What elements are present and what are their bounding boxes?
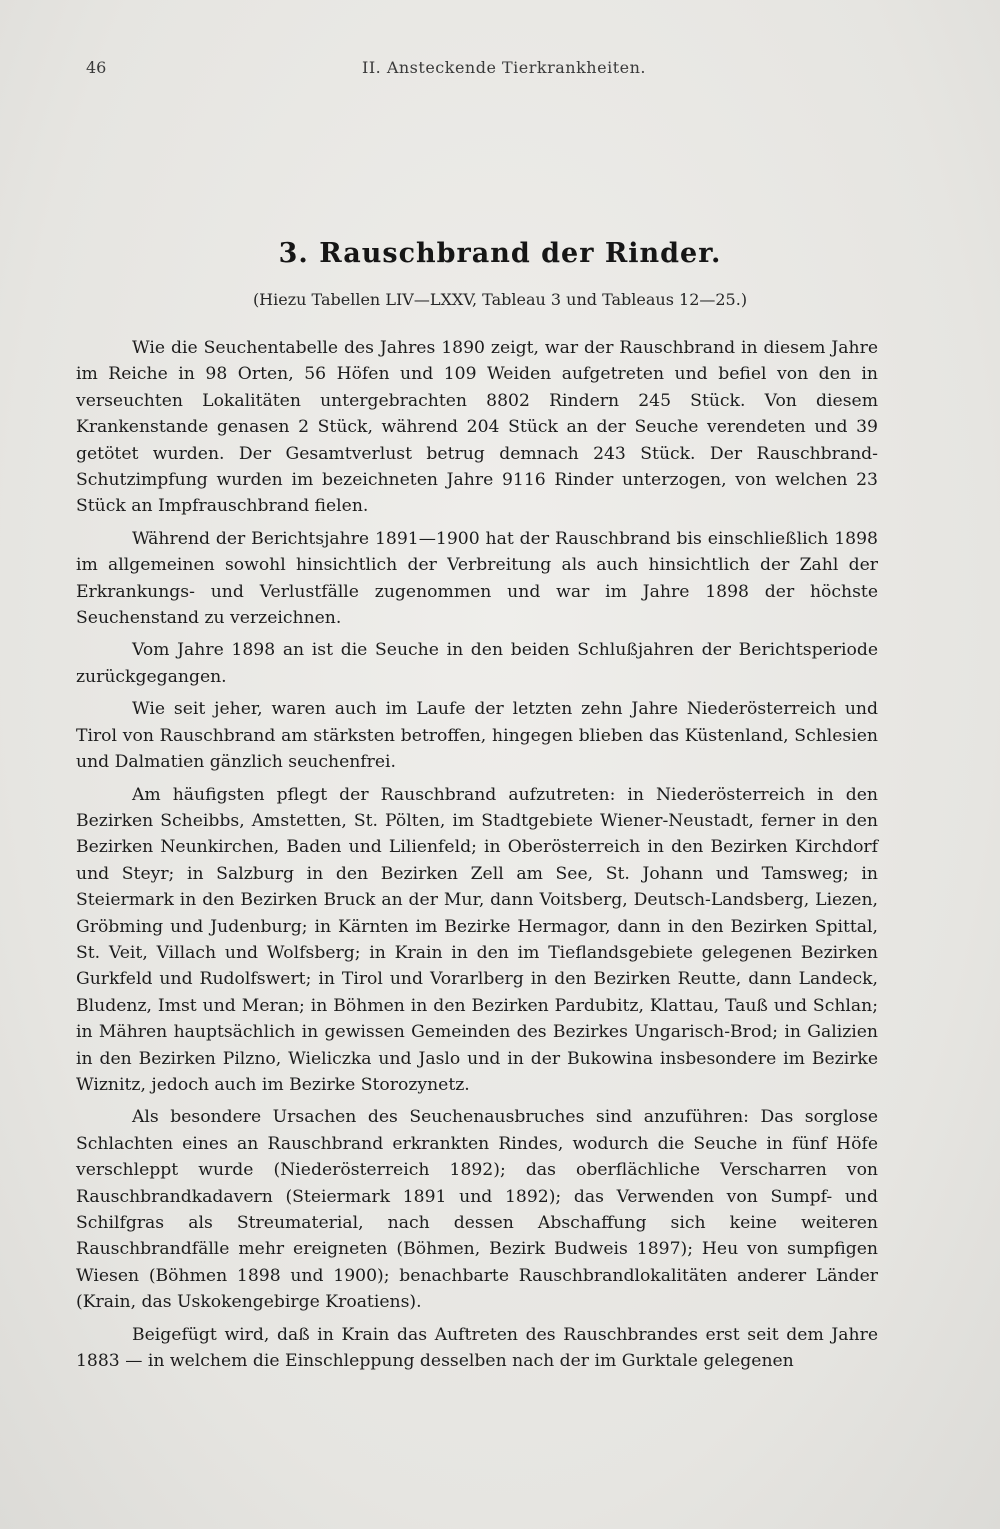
paragraph: Beigefügt wird, daß in Krain das Auftreten des Rauschbrandes erst seit dem Jahre 1883 — in welchem die Einschleppung desselben nach der im Gurktale gelegenen: [76, 1324, 878, 1372]
body-text: [76, 335, 878, 1380]
paragraph: Während der Berichtsjahre 1891—1900 hat der Rauschbrand bis einschließlich 1898 im allgemeinen sowohl hinsichtlich der Verbreitung als auch hinsichtlich der Zahl der Erkrankungs- und Verlustfälle zugenommen und war im Jahre 1898 der höchste Seuchenstand zu verzeichnen.: [76, 528, 878, 629]
paragraph: Wie seit jeher, waren auch im Laufe der letzten zehn Jahre Niederösterreich und Tirol von Rauschbrand am stärksten betroffen, hingegen blieben das Küstenland, Schlesien und Dalmatien gänzlich seuchenfrei.: [76, 699, 878, 773]
running-title: II. Ansteckende Tierkrankheiten.: [362, 58, 646, 77]
page-header: [86, 58, 850, 84]
section-title: 3. Rauschbrand der Rinder.: [278, 238, 722, 269]
paragraph: Am häufigsten pflegt der Rauschbrand aufzutreten: in Niederösterreich in den Bezirken Scheibbs, Amstetten, St. Pölten, im Stadtgebiete Wiener-Neustadt, ferner in den Bezirken Neunkirchen, Baden und Lilienfeld; in Oberösterreich in den Bezirken Kirchdorf und Steyr; in Salzburg in den Bezirken Zell am See, St. Johann und Tamsweg; in Steiermark in den Bezirken Bruck an der Mur, dann Voitsberg, Deutsch-Landsberg, Liezen, Gröbming und Judenburg; in Kärnten im Bezirke Hermagor, dann in den Bezirken Spittal, St. Veit, Villach und Wolfsberg; in Krain in den im Tieflandsgebiete gelegenen Bezirken Gurkfeld und Rudolfswert; in Tirol und Vorarlberg in den Bezirken Reutte, dann Landeck, Bludenz, Imst und Meran; in Böhmen in den Bezirken Pardubitz, Klattau, Tauß und Schlan; in Mähren hauptsächlich in gewissen Gemeinden des Bezirkes Ungarisch-Brod; in Galizien in den Bezirken Pilzno, Wieliczka und Jaslo und in der Bukowina insbesondere im Bezirke Wiznitz, jedoch auch im Bezirke Storozynetz.: [76, 784, 878, 1095]
section-subtitle: (Hiezu Tabellen LIV—LXXV, Tableau 3 und Tableaus 12—25.): [252, 290, 748, 309]
page-number: 46: [86, 58, 107, 77]
paragraph: Wie die Seuchentabelle des Jahres 1890 zeigt, war der Rauschbrand in diesem Jahre im Reiche in 98 Orten, 56 Höfen und 109 Weiden aufgetreten und befiel von den in verseuchten Lokalitäten untergebrachten 8802 Rindern 245 Stück. Von diesem Krankenstande genasen 2 Stück, während 204 Stück an der Seuche verendeten und 39 getötet wurden. Der Gesamtverlust betrug demnach 243 Stück. Der Rauschbrand-Schutzimpfung wurden im bezeichneten Jahre 9116 Rinder unterzogen, von welchen 23 Stück an Impfrauschbrand fielen.: [76, 338, 878, 517]
paragraph: Vom Jahre 1898 an ist die Seuche in den beiden Schlußjahren der Berichtsperiode zurückgegangen.: [76, 640, 878, 687]
paragraph: Als besondere Ursachen des Seuchenausbruches sind anzuführen: Das sorglose Schlachten eines an Rauschbrand erkrankten Rindes, wodurch die Seuche in fünf Höfe verschleppt wurde (Niederösterreich 1892); das oberflächliche Verscharren von Rauschbrandkadavern (Steiermark 1891 und 1892); das Verwenden von Sumpf- und Schilfgras als Streumaterial, nach dessen Abschaffung sich keine weiteren Rauschbrandfälle mehr ereigneten (Böhmen, Bezirk Budweis 1897); Heu von sumpfigen Wiesen (Böhmen 1898 und 1900); benachbarte Rauschbrandlokalitäten anderer Länder (Krain, das Uskokengebirge Kroatiens).: [76, 1107, 878, 1313]
